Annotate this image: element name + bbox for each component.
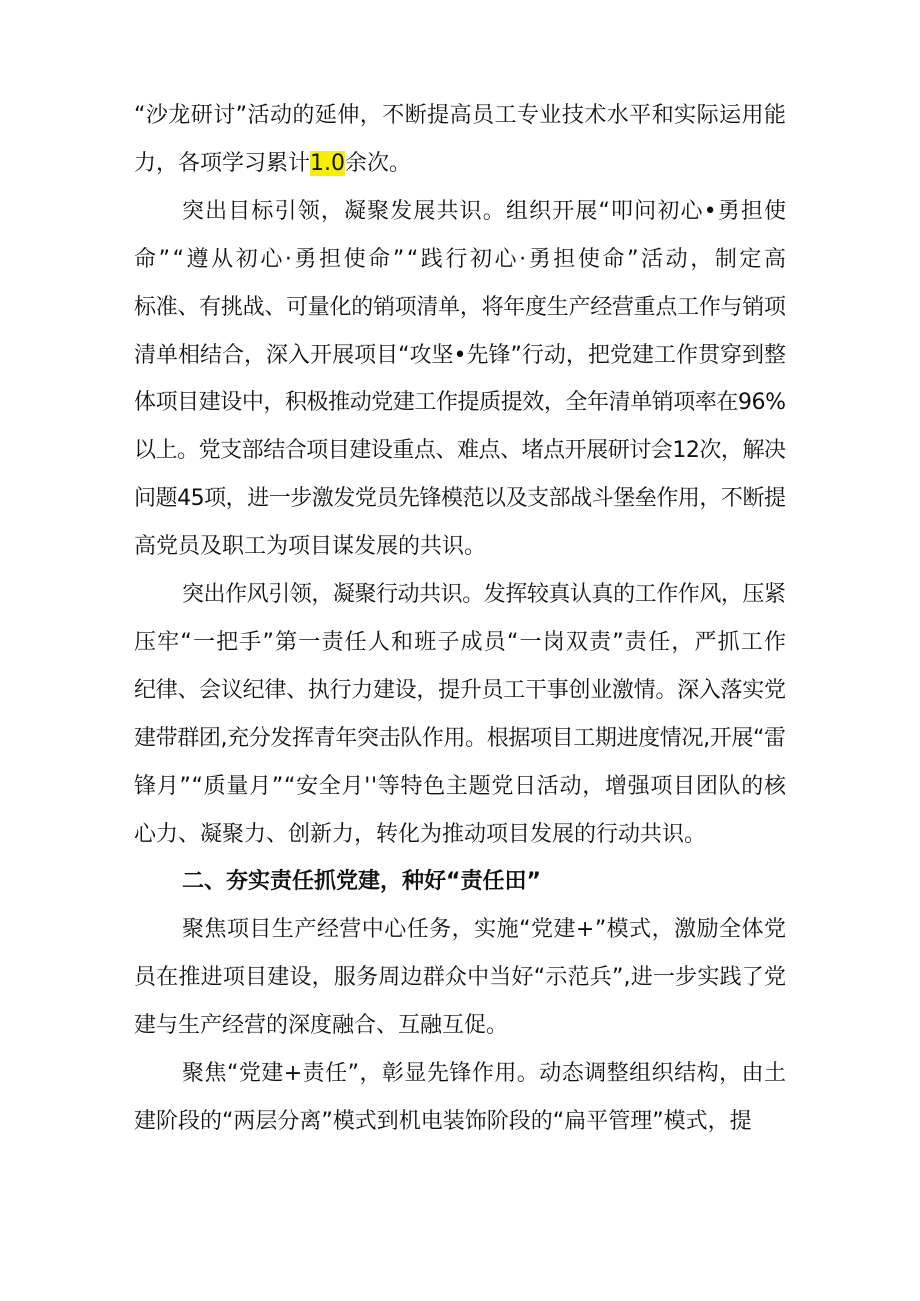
text-run: 压牢“一把手”第一责任人和班子成员“一岗双责”责任，严抓工作: [134, 629, 788, 655]
paragraph-line: [182, 575, 786, 615]
paragraph-line: [134, 671, 786, 711]
paragraph-line: [134, 815, 706, 855]
text-run: 建带群团,充分发挥青年突击队作用。根据项目工期进度情况,开展“雷: [134, 725, 786, 751]
paragraph-line: [134, 767, 787, 807]
paragraph-line: [182, 910, 786, 950]
paragraph-line: [182, 1054, 786, 1094]
text-run: 建阶段的“两层分离”模式到机电装饰阶段的“扁平管理”模式，提: [134, 1108, 752, 1134]
paragraph-line: [134, 1102, 752, 1142]
text-run: 心力、凝聚力、创新力，转化为推动项目发展的行动共识。: [134, 821, 707, 847]
paragraph-line: [134, 958, 786, 998]
text-run: 员在推进项目建设，服务周边群众中当好“示范兵”,进一步实践了党: [134, 965, 787, 991]
paragraph-line: [134, 336, 786, 376]
text-run: 建与生产经营的深度融合、互融互促。: [134, 1013, 509, 1039]
paragraph-line: [134, 144, 411, 184]
paragraph-line: [134, 1006, 508, 1046]
text-run: 二、夯实责任抓党建，种好“责任田”: [182, 869, 541, 895]
text-run: 突出目标引领，凝聚发展共识。组织开展“叩问初心•勇担使: [182, 198, 788, 224]
paragraph-line: [134, 240, 789, 280]
text-run: 标准、有挑战、可量化的销项清单，将年度生产经营重点工作与销项: [134, 294, 786, 320]
text-run: 清单相结合，深入开展项目“攻坚•先锋”行动，把党建工作贯穿到整: [134, 342, 786, 368]
text-run: “沙龙研讨”活动的延伸，不断提高员工专业技术水平和实际运用能: [134, 103, 787, 128]
text-run: 高党员及职工为项目谋发展的共识。: [134, 534, 487, 560]
paragraph-line: [134, 719, 786, 759]
text-run: 聚焦“党建+责任”，彰显先锋作用。动态调整组织结构，由土: [182, 1061, 787, 1086]
text-run: 纪律、会议纪律、执行力建设，提升员工干事创业激情。深入落实党: [134, 677, 786, 703]
text-run: 聚焦项目生产经营中心任务，实施“党建+”模式，激励全体党: [182, 917, 787, 943]
text-run: 以上。党支部结合项目建设重点、难点、堵点开展研讨会12次，解决: [134, 438, 786, 464]
section-heading-line: [182, 862, 541, 902]
paragraph-line: [134, 288, 786, 328]
paragraph-line: [134, 96, 786, 136]
text-run: 体项目建设中，积极推动党建工作提质提效，全年清单销项率在96%: [134, 390, 786, 416]
text-run: 力，各项学习累计: [134, 150, 311, 176]
paragraph-line: [134, 431, 786, 471]
text-run: 命”“遵从初心·勇担使命”“践行初心·勇担使命”活动，制定高: [134, 246, 789, 272]
text-run: 突出作风引领，凝聚行动共识。发挥较真认真的工作作风，压紧: [182, 582, 786, 607]
text-run: 问题45项，进一步激发党员先锋模范以及支部战斗堡垒作用，不断提: [134, 486, 786, 512]
paragraph-line: [182, 192, 787, 232]
text-run: 余次。: [345, 150, 412, 176]
paragraph-line: [134, 479, 786, 519]
paragraph-line: [134, 623, 787, 663]
paragraph-line: [134, 527, 486, 567]
highlighted-text: 1.0: [310, 150, 346, 176]
paragraph-line: [134, 383, 786, 423]
text-run: 锋月”“质量月”“安全月''等特色主题党日活动，增强项目团队的核: [134, 773, 787, 799]
